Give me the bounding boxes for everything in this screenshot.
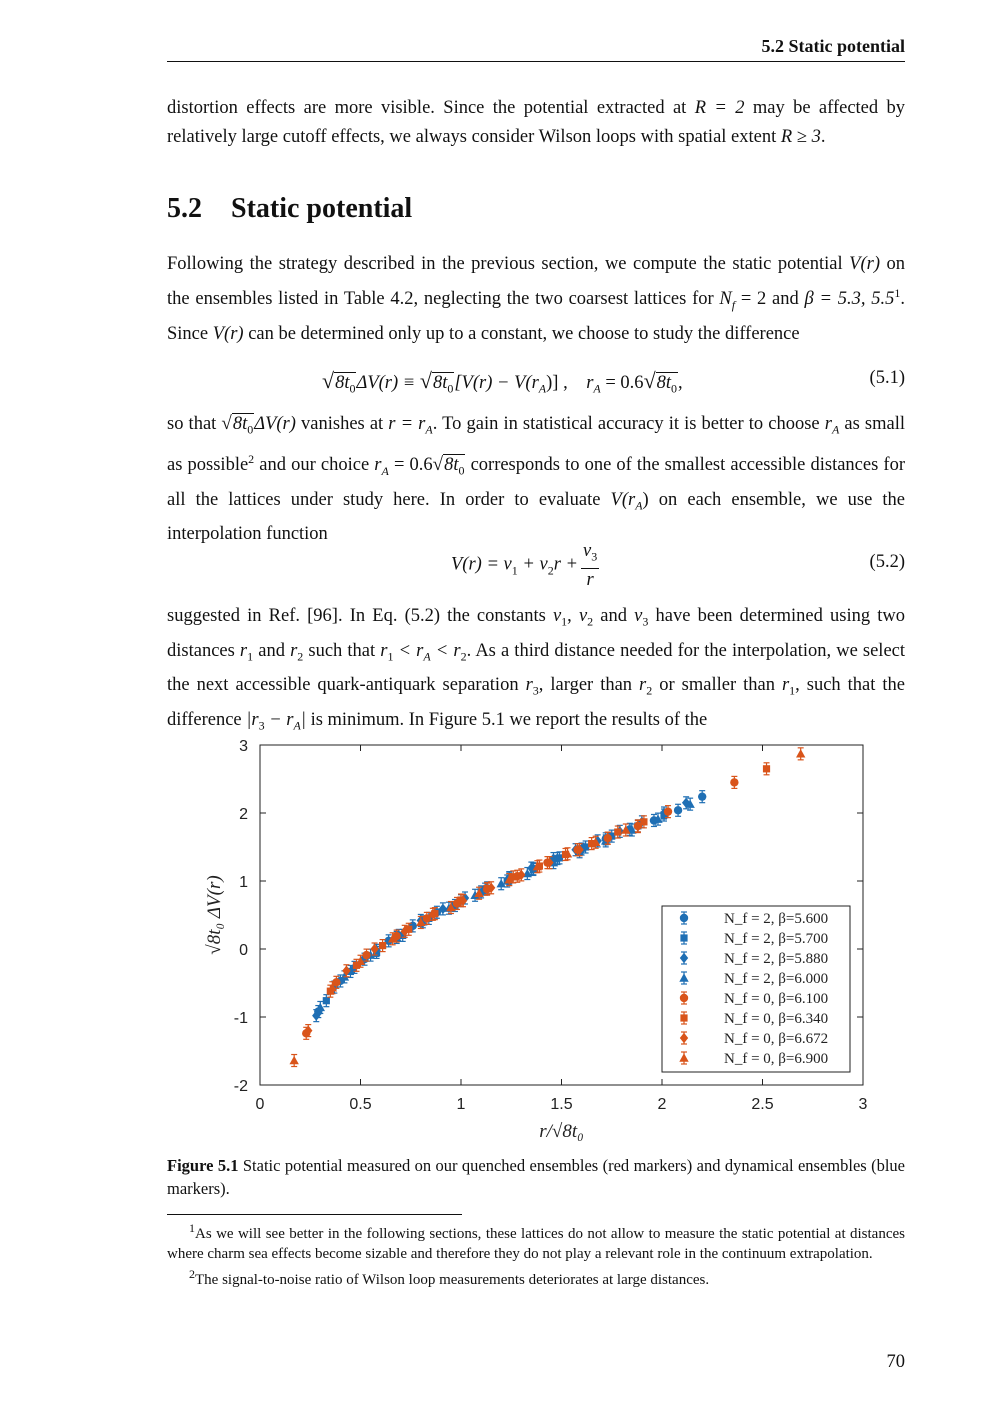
x-tick-label: 3 [858,1096,868,1113]
paragraph-strategy: Following the strategy described in the previous section, we compute the static potential V(r) on the ensembles listed in Table 4.2, neglecting the two coarsest lattices for $N_f = 2$ and β = 5.3, $5.5^1$. Since V(r) can be determined only up to a constant, we choose to study the difference [167,254,905,344]
x-tick-label: 1.5 [550,1096,573,1113]
y-tick-label: 3 [239,738,248,755]
data-point [698,792,706,800]
legend-entry: N_f = 2, β=6.000 [724,971,829,987]
caption-label: Figure 5.1 [167,1156,239,1175]
fraction: $\frac{v_3}{r}$ [583,541,598,590]
figure-caption [167,1154,905,1200]
y-tick-label: -2 [233,1078,248,1095]
y-tick-label: 0 [239,942,248,959]
intro-paragraph: distortion effects are more visible. Since the potential extracted at R = 2 may be affected by relatively large cutoff effects, we always consider Wilson loops with spatial extent R ≥ 3. [167,98,905,147]
legend-marker [680,994,688,1002]
legend-entry: N_f = 0, β=6.900 [724,1051,829,1067]
data-point [664,807,672,815]
x-tick-label: 1 [456,1096,466,1113]
legend-entry: N_f = 0, β=6.100 [724,991,829,1007]
data-point [730,778,738,786]
data-point [379,942,386,949]
section-title: Static potential [231,193,413,224]
x-tick-label: 2.5 [751,1096,774,1113]
legend-entry: N_f = 2, β=5.880 [724,951,829,967]
x-tick-label: 0 [255,1096,265,1113]
y-tick-label: 2 [239,806,248,823]
paragraph-interpolation: suggested in Ref. [96]. In Eq. (5.2) the constants $v_1$, $v_2$ and $v_3$ have been determined using two distances $r_1$ and $r_2$ such that $r_1 < r_A < r_2$. As a third distance needed for the interpolation, we select the next accessible quark-antiquark separation $r_3$, larger than $r_2$ or smaller than $r_1$, such that the difference $|r_3 - r_A|$ is minimum. In Figure 5.1 we report the results of the [167,606,906,733]
footnote-2: $^2$The signal-to-noise ratio of Wilson loop measurements deteriorates at large distances. [189,1267,710,1288]
equation-5-1-body: $√8t_0\Delta V(r) \equiv √8t_0[V(r) - V(r_A)]$ , $r_A = 0.6√8t_0$, [322,368,683,399]
legend-marker [680,914,688,922]
data-point [323,997,330,1004]
legend-entry: N_f = 2, β=5.600 [724,911,829,927]
footnote-1: $^1$As we will see better in the following sections, these lattices do not allow to measure the static potential at distances where charm sea effects become sizable and therefore they do not play a relevant role in the continuum extrapolation. [167,1221,905,1262]
section-heading [167,193,412,225]
data-point [614,828,621,835]
figure-5-1 [190,730,880,1150]
x-tick-label: 0.5 [349,1096,372,1113]
legend-entry: N_f = 0, β=6.340 [724,1011,829,1027]
paragraph-difference: so that $√8t_0\Delta V(r)$ vanishes at $r = r_A$. To gain in statistical accuracy it is better to choose $r_A$ as small as possible$^2$ and our choice $r_A = 0.6√8t_0$ corresponds to one of the smallest accessible distances for all the lattices under study here. In order to evaluate $V(r_A)$ on each ensemble, we use the interpolation function [167,413,905,545]
data-point [763,765,770,772]
data-point [640,818,647,825]
data-point [289,1056,298,1064]
y-tick-label: 1 [239,874,248,891]
data-point [674,806,682,814]
footnotes [167,1218,905,1290]
equation-number: (5.2) [869,552,905,572]
y-axis-label: √8t₀ ΔV(r) [204,875,225,955]
y-tick-label: -1 [233,1010,248,1027]
legend-entry: N_f = 0, β=6.672 [724,1031,829,1047]
caption-text: Static potential measured on our quenched ensembles (red markers) and dynamical ensembles (blue markers). [167,1156,905,1198]
equation-number: (5.1) [869,368,905,388]
footnote-rule [167,1214,462,1215]
running-head: 5.2 Static potential [761,36,905,56]
x-tick-label: 2 [657,1096,667,1113]
section-number: 5.2 [167,193,202,224]
header-rule [167,61,905,62]
data-point [796,749,805,757]
legend-marker [680,1014,687,1021]
legend-entry: N_f = 2, β=5.700 [724,931,829,947]
equation-5-2-body: $V(r) = v_1 + v_2r$ + $\frac{v_3}{r}$ [451,541,598,590]
page-number: 70 [886,1352,905,1372]
data-point [362,951,370,959]
legend-marker [680,934,687,941]
x-axis-label: r/√8t₀ [539,1121,584,1142]
static-potential-chart [190,730,880,1150]
